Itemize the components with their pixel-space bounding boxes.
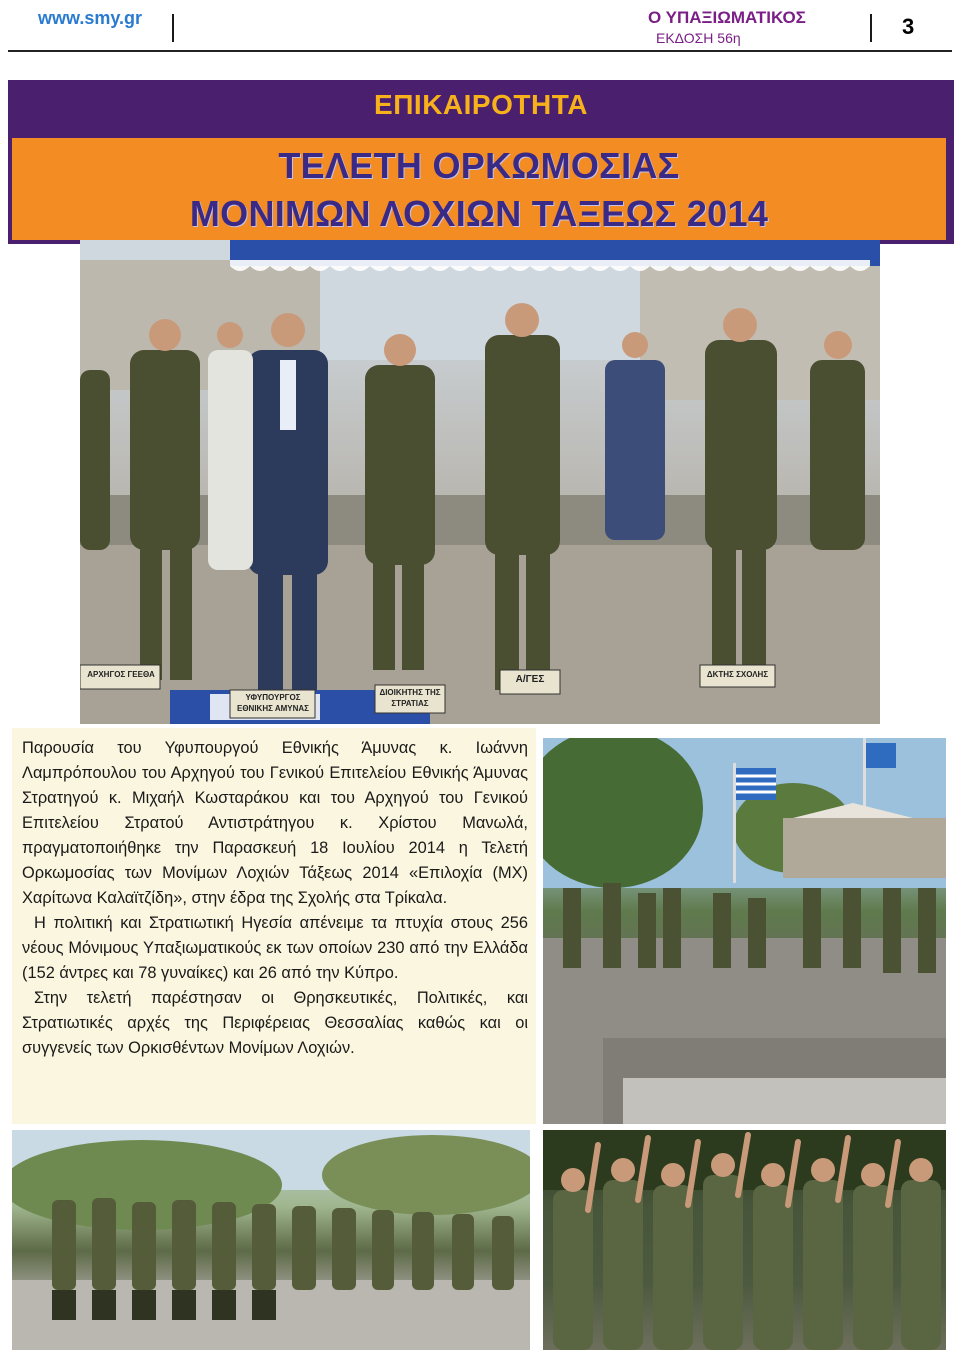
publication-edition: ΕΚΔΟΣΗ 56η [656,30,741,46]
sign-school-commander: ΔΚΤΗΣ ΣΧΟΛΗΣ [706,670,769,679]
header-divider-right [870,14,872,42]
formation-photo [543,738,946,1124]
header-divider-left [172,14,174,42]
article-paragraph-2: Η πολιτική και Στρατιωτική Ηγεσία απένειμε τα πτυχία στους 256 νέους Μόνιμους Υπαξιωματικούς εκ των οποίων 230 από την Ελλάδα (152 άντρες και 78 γυναίκες) και 26 από την Κύπρο. [22,914,528,982]
sign-army-commander: ΔΙΟΙΚΗΤΗΣ ΤΗΣ ΣΤΡΑΤΙΑΣ [379,688,441,708]
page-number: 3 [902,14,915,39]
article-body [22,736,528,1061]
parade-march-photo [12,1130,530,1350]
headline-line-1: ΤΕΛΕΤΗ ΟΡΚΩΜΟΣΙΑΣ [278,145,680,186]
oath-salute-photo [543,1130,946,1350]
publication-title: Ο ΥΠΑΞΙΩΜΑΤΙΚΟΣ [648,8,806,27]
sign-chief-hndgs: ΑΡΧΗΓΟΣ ΓΕΕΘΑ [87,670,155,679]
site-url-link[interactable]: www.smy.gr [38,8,143,28]
sign-deputy-minister: ΥΦΥΠΟΥΡΓΟΣ ΕΘΝΙΚΗΣ ΑΜΥΝΑΣ [237,693,309,713]
header-rule [8,50,952,52]
section-title: ΕΠΙΚΑΙΡΟΤΗΤΑ [374,89,588,120]
article-paragraph-3: Στην τελετή παρέστησαν οι Θρησκευτικές, Πολιτικές, και Στρατιωτικές αρχές της Περιφέρειας Θεσσαλίας καθώς και οι συγγενείς των Ορκισθέντων Μονίμων Λοχιών. [22,989,528,1057]
article-paragraph-1: Παρουσία του Υφυπουργού Εθνικής Άμυνας κ. Ιωάννη Λαμπρόπουλου του Αρχηγού του Γενικού Επιτελείου Εθνικής Άμυνας Στρατηγού κ. Μιχαήλ Κωσταράκου και του Αρχηγού του Γενικού Επιτελείου Στρατού Αντιστράτηγου κ. Χρίστου Μανωλά, πραγματοποιήθηκε την Παρασκευή 18 Ιουλίου 2014 η Τελετή Ορκωμοσίας των Μονίμων Λοχιών Τάξεως 2014 «Επιλοχία (ΜΧ) Χαρίτωνα Καλαϊτζίδη», στην έδρα της Σχολής στα Τρίκαλα. [22,739,528,907]
ceremony-officials-photo [80,240,880,724]
sign-chief-hags: Α/ΓΕΣ [515,674,545,685]
headline-line-2: ΜΟΝΙΜΩΝ ΛΟΧΙΩΝ ΤΑΞΕΩΣ 2014 [189,193,769,234]
